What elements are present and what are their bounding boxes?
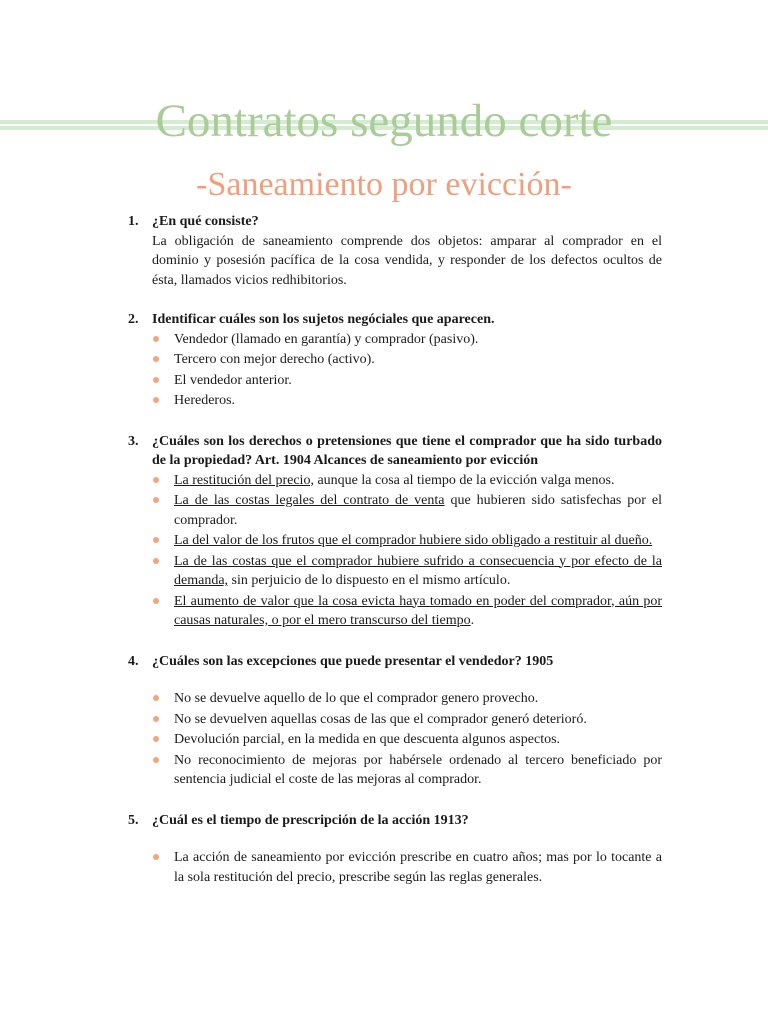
bullet-text: sin perjuicio de lo dispuesto en el mismo artículo.	[228, 573, 511, 588]
bullet-dot-icon	[153, 695, 159, 701]
underlined-text: La de las costas que el comprador hubiere sufrido a consecuencia y por efecto de la demanda,	[174, 553, 662, 588]
question-number: 5.	[128, 812, 139, 828]
question-text: Identificar cuáles son los sujetos negóciales que aparecen.	[152, 312, 495, 327]
bullet-text: .	[470, 613, 475, 628]
bullet-text: El vendedor anterior.	[174, 372, 292, 388]
bullet-item	[150, 350, 662, 370]
bullet-item	[150, 689, 662, 709]
bullet-item	[150, 552, 662, 591]
bullet-dot-icon	[153, 497, 159, 503]
bullet-item	[150, 391, 662, 411]
document-title: Contratos segundo corte	[155, 95, 613, 147]
bullet-text: La acción de saneamiento por evicción prescribe en cuatro años; mas por lo tocante a la sola restitución del precio, prescribe según las reglas generales.	[174, 850, 662, 885]
question-item	[128, 432, 662, 471]
bullet-dot-icon	[153, 736, 159, 742]
answer-paragraph: La obligación de saneamiento comprende dos objetos: amparar al comprador en el dominio y posesión pacífica de la cosa vendida, y responder de los defectos ocultos de ésta, llamados vicios redhibitorios.	[152, 233, 662, 288]
question-text: ¿Cuáles son los derechos o pretensiones que tiene el comprador que ha sido turbado de la propiedad? Art. 1904 Alcances de saneamiento por evicción	[152, 433, 662, 468]
bullet-text: Vendedor (llamado en garantía) y comprador (pasivo).	[174, 331, 479, 347]
title-block	[0, 88, 768, 158]
bullet-item	[150, 730, 662, 750]
bullet-item	[150, 330, 662, 350]
question-item	[128, 212, 662, 290]
spacer	[128, 830, 662, 848]
question-item	[128, 310, 662, 330]
underlined-text: El aumento de valor que la cosa evicta haya tomado en poder del comprador, aún por causas naturales, o por el mero transcurso del tiempo	[174, 593, 662, 628]
bullet-dot-icon	[153, 558, 159, 564]
bullet-dot-icon	[153, 598, 159, 604]
bullet-text: que hubieren sido satisfechas por el comprador.	[174, 493, 662, 528]
question-number: 1.	[128, 214, 139, 229]
bullet-dot-icon	[153, 356, 159, 362]
question-number: 4.	[128, 653, 139, 669]
bullet-item	[150, 710, 662, 730]
bullet-item	[150, 531, 662, 551]
spacer	[128, 290, 662, 310]
question-item	[128, 811, 662, 831]
bullet-dot-icon	[153, 537, 159, 543]
bullet-text: aunque la cosa al tiempo de la evicción valga menos.	[313, 472, 615, 488]
question-number: 3.	[128, 433, 139, 449]
spacer	[128, 632, 662, 652]
underlined-text: La del valor de los frutos que el comprador hubiere sido obligado a restituir al dueño.	[174, 533, 653, 548]
bullet-item	[150, 471, 662, 491]
answer-bullet-list	[128, 689, 662, 790]
bullet-item	[150, 371, 662, 391]
spacer	[128, 671, 662, 689]
answer-bullet-list	[128, 330, 662, 411]
spacer	[128, 791, 662, 811]
bullet-dot-icon	[153, 477, 159, 483]
question-item	[128, 652, 662, 672]
question-list	[128, 212, 662, 888]
bullet-item	[150, 592, 662, 631]
bullet-text: Tercero con mejor derecho (activo).	[174, 352, 375, 367]
spacer	[128, 412, 662, 432]
question-text: ¿Cuál es el tiempo de prescripción de la acción 1913?	[152, 812, 469, 828]
underlined-text: La de las costas legales del contrato de venta	[174, 493, 445, 508]
bullet-text: No se devuelven aquellas cosas de las que el comprador generó deterioró.	[174, 711, 587, 727]
document-subtitle: -Saneamiento por evicción-	[196, 166, 572, 203]
bullet-dot-icon	[153, 377, 159, 383]
answer-bullet-list	[128, 471, 662, 631]
bullet-item	[150, 751, 662, 790]
bullet-text: No reconocimiento de mejoras por habérsele ordenado al tercero beneficiado por sentencia judicial el coste de las mejoras al comprador.	[174, 752, 662, 787]
underlined-text: La restitución del precio,	[174, 472, 314, 488]
bullet-dot-icon	[153, 854, 159, 860]
question-number: 2.	[128, 312, 139, 327]
question-text: ¿En qué consiste?	[152, 214, 259, 229]
bullet-dot-icon	[153, 716, 159, 722]
bullet-dot-icon	[153, 397, 159, 403]
bullet-text: No se devuelve aquello de lo que el comprador genero provecho.	[174, 691, 539, 706]
bullet-text: Herederos.	[174, 393, 236, 408]
bullet-dot-icon	[153, 336, 159, 342]
bullet-text: Devolución parcial, en la medida en que descuenta algunos aspectos.	[174, 732, 561, 747]
bullet-item	[150, 491, 662, 530]
answer-bullet-list	[128, 848, 662, 887]
question-text: ¿Cuáles son las excepciones que puede presentar el vendedor? 1905	[152, 653, 554, 669]
bullet-dot-icon	[153, 757, 159, 763]
bullet-item	[150, 848, 662, 887]
